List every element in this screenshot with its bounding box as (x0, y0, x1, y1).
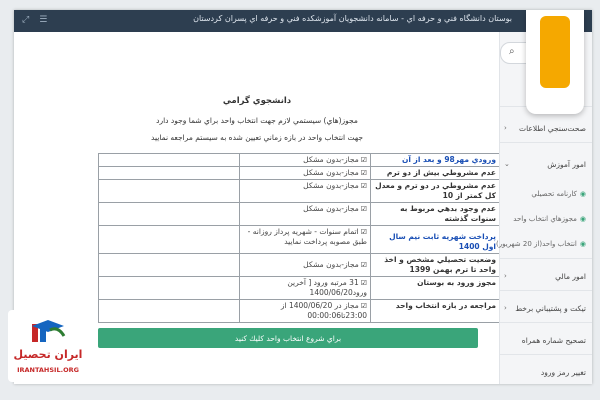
chevron-icon: ‹ (504, 272, 507, 280)
chevron-icon: ‹ (504, 124, 507, 132)
divider (500, 322, 592, 323)
chevron-down-icon: ⌄ (504, 160, 510, 168)
empty-cell (99, 180, 240, 203)
circle-icon: ◉ (579, 190, 586, 198)
permission-message: مجوز(هاي) سيستمي لازم جهت انتخاب واحد براي شما وجود دارد (156, 116, 358, 125)
checkbox-checked-icon: ☑ (360, 156, 367, 164)
requirement-status: ☑مجاز-بدون مشكل (240, 254, 371, 277)
table-row (99, 300, 500, 323)
requirement-title: ورودي مهر98 و بعد از آن (371, 154, 500, 167)
fullscreen-icon[interactable]: ⤢ (22, 15, 40, 25)
empty-cell (99, 154, 240, 167)
sidebar-item-transcript[interactable]: ◉كارنامه تحصيلي (531, 190, 586, 198)
requirement-title: مجوز ورود به بوستان (371, 277, 500, 300)
table-row (99, 154, 500, 167)
requirement-status: ☑مجاز-بدون مشكل (240, 154, 371, 167)
start-course-selection-button[interactable]: براي شروع انتخاب واحد كليك كنيد (98, 328, 478, 348)
logo-text-fa: ايران تحصيل (13, 348, 83, 361)
divider (500, 354, 592, 355)
chevron-icon: ‹ (504, 304, 507, 312)
requirement-status: ☑مجاز-بدون مشكل (240, 203, 371, 226)
menu-icon[interactable]: ☰ (39, 15, 58, 25)
empty-cell (99, 203, 240, 226)
topbar-icons (22, 15, 57, 25)
checkbox-checked-icon: ☑ (360, 261, 367, 269)
table-row (99, 167, 500, 180)
sidebar-item-education[interactable]: ⌄ امور آموزش (504, 160, 586, 169)
app-window (14, 10, 592, 384)
checkbox-checked-icon: ☑ (360, 302, 367, 310)
empty-cell (99, 277, 240, 300)
requirement-title: وضعيت تحصيلي مشخص و اخذ واحد تا ترم بهمن 1399 (371, 254, 500, 277)
sidebar-item-course-selection[interactable]: ◉انتخاب واحد(از 20 شهريور) (496, 240, 586, 248)
sidebar-item-edit-phone[interactable]: تصحيح شماره همراه (521, 336, 586, 345)
graduation-cap-logo-icon (30, 316, 66, 346)
empty-cell (99, 300, 240, 323)
checkbox-checked-icon: ☑ (360, 205, 367, 213)
instruction-message: جهت انتخاب واحد در بازه زماني تعيين شده به سيستم مراجعه نماييد (151, 133, 363, 142)
table-row (99, 203, 500, 226)
requirement-title: عدم مشروطي در دو ترم و معدل كل كمتر از 10 (371, 180, 500, 203)
sidebar-item-selection-permits[interactable]: ◉مجوزهاي انتخاب واحد (513, 215, 586, 223)
overlay-badge-card (526, 10, 584, 114)
app-title: بوستان دانشگاه فني و حرفه اي - سامانه دانشجويان آموزشكده فني و حرفه اي پسران كردستان (193, 14, 512, 23)
divider (500, 142, 592, 143)
empty-cell (99, 167, 240, 180)
sidebar-item-change-password[interactable]: تغيير رمز ورود (540, 368, 586, 377)
table-row (99, 277, 500, 300)
orange-badge (540, 16, 570, 88)
requirement-status: ☑اتمام سنوات - شهريه پرداز روزانه - طبق مصوبه پرداخت نماييد (240, 226, 371, 254)
divider (500, 290, 592, 291)
requirement-status: ☑مجاز در 1400/06/20 از 23:00تا00:00:06 (240, 300, 371, 323)
sidebar-item-support-ticket[interactable]: ‹ تيكت و پشتيباني برخط (504, 304, 586, 313)
sidebar-item-verify-info[interactable]: ‹ صحت‌سنجي اطلاعات (504, 124, 586, 133)
table-row (99, 226, 500, 254)
checkbox-checked-icon: ☑ (360, 182, 367, 190)
requirement-status: ☑مجاز-بدون مشكل (240, 180, 371, 203)
empty-cell (99, 226, 240, 254)
empty-cell (99, 254, 240, 277)
requirement-title: مراجعه در بازه انتخاب واحد (371, 300, 500, 323)
requirement-status: ☑مجاز-بدون مشكل (240, 167, 371, 180)
logo-text-en: IRANTAHSIL.ORG (17, 366, 79, 374)
checkbox-checked-icon: ☑ (360, 228, 367, 236)
table-row (99, 254, 500, 277)
circle-icon: ◉ (579, 240, 586, 248)
checkbox-checked-icon: ☑ (360, 279, 367, 287)
checkbox-checked-icon: ☑ (360, 169, 367, 177)
requirement-title: عدم مشروطي بيش از دو ترم (371, 167, 500, 180)
requirements-table (98, 153, 500, 323)
circle-icon: ◉ (579, 215, 586, 223)
requirement-title: پرداخت شهريه ثابت نيم سال اول 1400 (371, 226, 500, 254)
divider (500, 258, 592, 259)
top-bar (14, 10, 592, 32)
requirement-status: ☑31 مرتبه ورود [ آخرين ورود1400/06/20 (240, 277, 371, 300)
sidebar-item-finance[interactable]: ‹ امور مالي (504, 272, 586, 281)
search-icon: ⌕ (509, 46, 515, 57)
greeting-heading: دانشجوي گرامي (222, 96, 292, 106)
watermark-logo (8, 310, 88, 382)
requirement-title: عدم وجود بدهي مربوط به سنوات گذشته (371, 203, 500, 226)
table-row (99, 180, 500, 203)
